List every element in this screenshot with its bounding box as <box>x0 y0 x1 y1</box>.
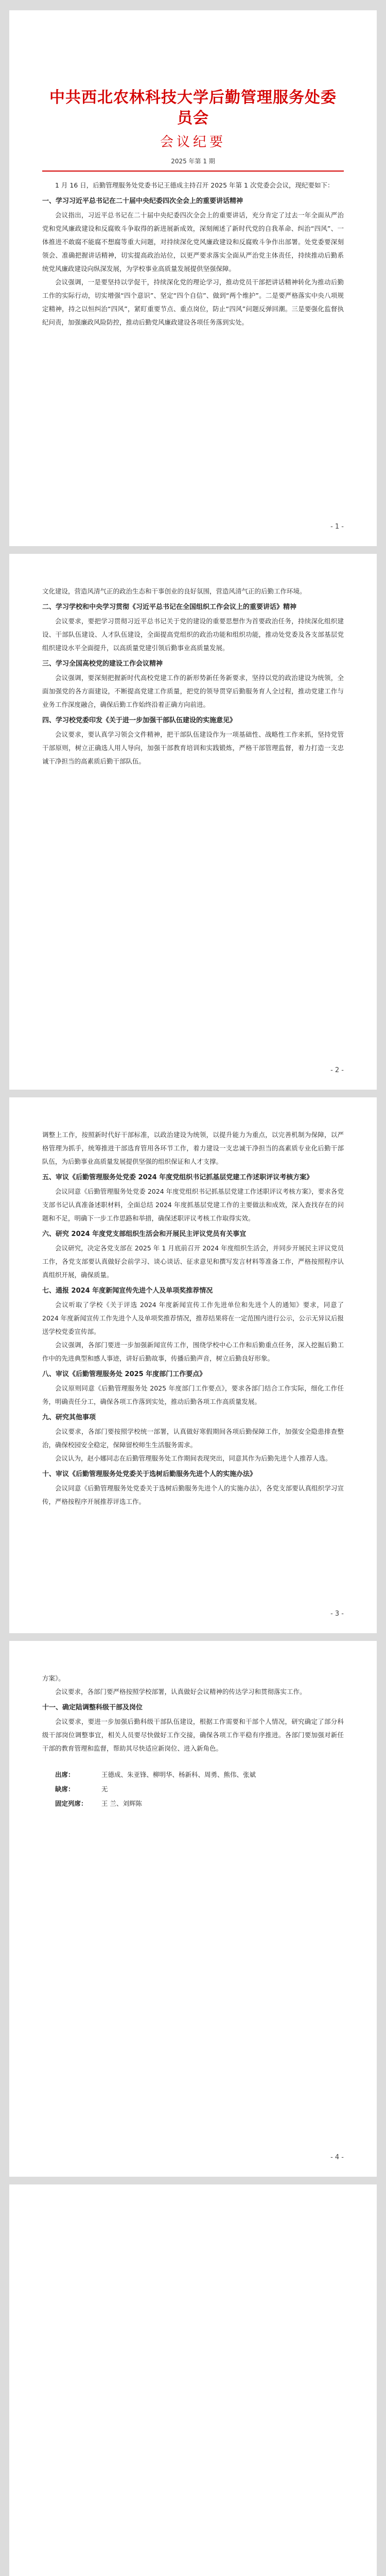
page-number: - 1 - <box>330 523 344 531</box>
section-heading: 五、审议《后勤管理服务处党委 2024 年度党组织书记抓基层党建工作述职评议考核方案》 <box>42 1174 313 1181</box>
doc-title: 会议纪要 <box>160 134 226 150</box>
body-paragraph: 会议强调，各部门要进一步加强新闻宣传工作，围绕学校中心工作和后勤重点任务，深入挖掘后勤工作中的先进典型和感人事迹，讲好后勤故事，传播后勤声音，树立后勤良好形象。 <box>42 1341 344 1362</box>
page-number: - 2 - <box>330 1066 344 1074</box>
body-paragraph: 会议研究，决定各党支部在 2025 年 1 月底前召开 2024 年度组织生活会，并同步开展民主评议党员工作，各党支部要认真做好会前学习、谈心谈话、征求意见和撰写发言材料等准备工作，严格按照程序认真组织开展，确保质量。 <box>42 1244 344 1279</box>
body-paragraph: 会议同意《后勤管理服务处党委 2024 年度党组织书记抓基层党建工作述职评议考核方案》，要求各党支部书记认真准备述职材料，全面总结 2024 年度抓基层党建工作的主要做法和成效，深入查找存在的问题和不足，明确下一步工作思路和举措，确保述职评议考核工作取得实效。 <box>42 1188 344 1222</box>
body-paragraph: 文化建设，营造风清气正的政治生态和干事创业的良好氛围，营造风清气正的后勤工作环境。 <box>42 587 306 595</box>
intro-paragraph: 1 月 16 日，后勤管理服务处党委书记王德成主持召开 2025 年第 1 次党委会会议，现纪要如下： <box>55 181 334 189</box>
absent-label: 缺席： <box>55 1785 75 1793</box>
attendees-value: 王德成、朱亚锋、柳明华、杨新科、周勇、熊伟、张斌 <box>101 1771 256 1778</box>
page-5 <box>9 2184 377 2576</box>
org-title: 中共西北农林科技大学后勤管理服务处委员会 <box>49 89 337 127</box>
nonvoting-row <box>42 1797 344 1811</box>
body-paragraph: 方案》。 <box>42 1674 65 1682</box>
body-paragraph: 会议原则同意《后勤管理服务处 2025 年度部门工作要点》，要求各部门结合工作实际，细化工作任务，明确责任分工，确保各项工作落到实处，推动后勤各项工作高质量发展。 <box>42 1384 344 1405</box>
section-heading: 十、审议《后勤管理服务处党委关于选树后勤服务先进个人的实施办法》 <box>42 1470 257 1478</box>
page-1 <box>9 10 377 546</box>
body-paragraph: 会议要求，各部门要按照学校统一部署，认真做好寒假期间各项后勤保障工作，加强安全隐患排查整治，确保校园安全稳定，保障留校师生生活服务需求。 <box>42 1428 344 1449</box>
body-paragraph: 会议要求，要把学习贯彻习近平总书记关于党的建设的重要思想作为首要政治任务，持续深化组织建设、干部队伍建设、人才队伍建设，全面提高党组织的政治功能和组织功能，推动处党委及各支部基层党组织建设水平全面提升，以高质量党建引领后勤事业高质量发展。 <box>42 617 344 652</box>
body-paragraph: 会议强调，一是要坚持以学促干，持续深化党的理论学习，推动党员干部把讲话精神转化为推动后勤工作的实际行动，切实增强“四个意识”、坚定“四个自信”、做到“两个维护”。二是要严格落实中央八项规定精神，持之以恒纠治“四风”，紧盯重要节点、重点岗位，防止“四风”问题反弹回潮。三是要强化监督执纪问责，加强廉政风险防控，推动后勤党风廉政建设各项任务落到实处。 <box>42 278 344 326</box>
body-paragraph: 会议要求，要认真学习领会文件精神，把干部队伍建设作为一项基础性、战略性工作来抓，坚持党管干部原则，树立正确选人用人导向，加强干部教育培训和实践锻炼，严格干部管理监督，着力打造一支忠诚干净担当的高素质后勤干部队伍。 <box>42 731 344 765</box>
red-divider <box>42 171 344 172</box>
section-heading: 七、通报 2024 年度新闻宣传先进个人及单项奖推荐情况 <box>42 1287 213 1295</box>
body-paragraph: 会议要求，各部门要严格按照学校部署，认真做好会议精神的传达学习和贯彻落实工作。 <box>55 1688 306 1696</box>
page-2 <box>9 554 377 1090</box>
section-heading: 九、研究其他事项 <box>42 1414 96 1421</box>
section-heading: 四、学习校党委印发《关于进一步加强干部队伍建设的实施意见》 <box>42 717 237 724</box>
page-number: - 3 - <box>330 1610 344 1618</box>
nonvoting-value: 王 兰、刘辉陈 <box>101 1800 142 1807</box>
page-3 <box>9 1097 377 1633</box>
nonvoting-label: 固定列席： <box>55 1800 87 1807</box>
section-heading: 三、学习全国高校党的建设工作会议精神 <box>42 660 163 668</box>
doc-number: 2025 年第 1 期 <box>171 158 215 165</box>
body-paragraph: 调整上工作，按照新时代好干部标准，以政治建设为统领，以提升能力为重点，以完善机制为保障，以严格管理为抓手，统筹推进干部选育管用各环节工作，着力建设一支忠诚干净担当的高素质专业化后勤干部队伍，为后勤事业高质量发展提供坚强的组织保证和人才支撑。 <box>42 1131 344 1165</box>
absent-value: 无 <box>101 1785 108 1793</box>
attendees-label: 出席： <box>55 1771 75 1778</box>
section-heading: 一、学习习近平总书记在二十届中央纪委四次全会上的重要讲话精神 <box>42 197 243 205</box>
absent-row <box>42 1782 344 1797</box>
body-paragraph: 会议同意《后勤管理服务处党委关于选树后勤服务先进个人的实施办法》，各党支部要认真组织学习宣传，严格按程序开展推荐评选工作。 <box>42 1484 344 1505</box>
page-4 <box>9 1641 377 2177</box>
section-heading: 十一、确定陆调整科级干部及岗位 <box>42 1704 143 1711</box>
body-paragraph: 会议听取了学校《关于评选 2024 年度新闻宣传工作先进单位和先进个人的通知》要求，同意了 2024 年度新闻宣传工作先进个人及单项奖推荐情况，推荐结果将在一定范围内进行公示，公示无异议后报送学校党委宣传部。 <box>42 1301 344 1335</box>
page-number: - 4 - <box>330 2154 344 2161</box>
body-paragraph: 会议认为，赵小娜同志在后勤管理服务处工作期间表现突出，同意其作为后勤先进个人推荐人选。 <box>55 1454 332 1462</box>
body-paragraph: 会议要求，要进一步加强后勤科级干部队伍建设，根据工作需要和干部个人情况，研究确定了部分科级干部岗位调整事宜，相关人员要尽快做好工作交接，确保各项工作平稳有序推进。各部门要加强对新任干部的教育管理和监督，帮助其尽快适应新岗位、进入新角色。 <box>42 1718 344 1752</box>
attendees-row <box>42 1768 344 1782</box>
section-heading: 六、研究 2024 年度党支部组织生活会和开展民主评议党员有关事宜 <box>42 1230 247 1238</box>
body-paragraph: 会议指出，习近平总书记在二十届中央纪委四次全会上的重要讲话，充分肯定了过去一年全面从严治党和党风廉政建设和反腐败斗争取得的新进展新成效，深刻阐述了新时代党的自我革命、纠治“四风”、一体推进不敢腐不能腐不想腐等重大问题，对持续深化党风廉政建设和反腐败斗争作出部署。处党委要深刻领会、准确把握讲话精神，切实提高政治站位，以更严要求落实全面从严治党主体责任，持续推动后勤系统党风廉政建设向纵深发展，为学校事业高质量发展提供坚强保障。 <box>42 211 344 273</box>
section-heading: 二、学习学校和中央学习贯彻《习近平总书记在全国组织工作会议上的重要讲话》精神 <box>42 603 297 611</box>
section-heading: 八、审议《后勤管理服务处 2025 年度部门工作要点》 <box>42 1370 206 1378</box>
body-paragraph: 会议强调，要深刻把握新时代高校党建工作的新形势新任务新要求，坚持以党的政治建设为统领，全面加强党的各方面建设，不断提高党建工作质量，把党的领导贯穿后勤服务育人全过程，推动党建工作与业务工作深度融合，确保后勤工作始终沿着正确方向前进。 <box>42 674 344 708</box>
